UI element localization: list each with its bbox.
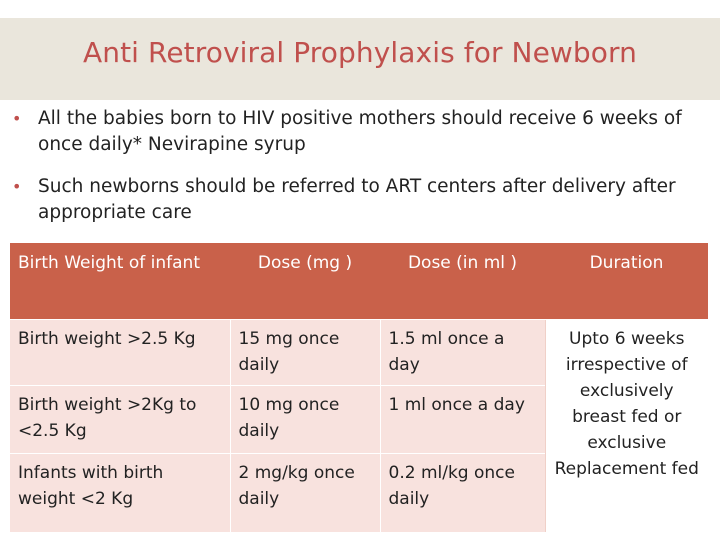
cell-birth-weight: Birth weight >2.5 Kg (10, 320, 230, 386)
header-duration: Duration (545, 243, 708, 320)
cell-dose-ml: 0.2 ml/kg once daily (380, 454, 545, 533)
bullet-item (12, 106, 712, 158)
cell-dose-mg: 10 mg once daily (230, 386, 380, 454)
cell-dose-mg: 15 mg once daily (230, 320, 380, 386)
bullet-list (12, 106, 712, 242)
bullet-icon: • (12, 177, 22, 196)
cell-birth-weight: Birth weight >2Kg to <2.5 Kg (10, 386, 230, 454)
header-dose-mg: Dose (mg ) (230, 243, 380, 320)
cell-birth-weight: Infants with birth weight <2 Kg (10, 454, 230, 533)
header-dose-ml: Dose (in ml ) (380, 243, 545, 320)
slide-title: Anti Retroviral Prophylaxis for Newborn (82, 36, 637, 69)
header-birth-weight: Birth Weight of infant (10, 243, 230, 320)
bullet-text: All the babies born to HIV positive mothers should receive 6 weeks of once daily* Nevirapine syrup (38, 108, 682, 155)
cell-dose-ml: 1 ml once a day (380, 386, 545, 454)
cell-dose-mg: 2 mg/kg once daily (230, 454, 380, 533)
dosage-table (10, 243, 708, 532)
bullet-icon: • (12, 109, 22, 128)
bullet-text: Such newborns should be referred to ART centers after delivery after appropriate care (38, 176, 676, 223)
table-row (10, 320, 708, 386)
cell-dose-ml: 1.5 ml once a day (380, 320, 545, 386)
cell-duration: Upto 6 weeks irrespective of exclusively breast fed or exclusive Replacement fed (545, 320, 708, 533)
table-header-row (10, 243, 708, 320)
bullet-item (12, 174, 712, 226)
